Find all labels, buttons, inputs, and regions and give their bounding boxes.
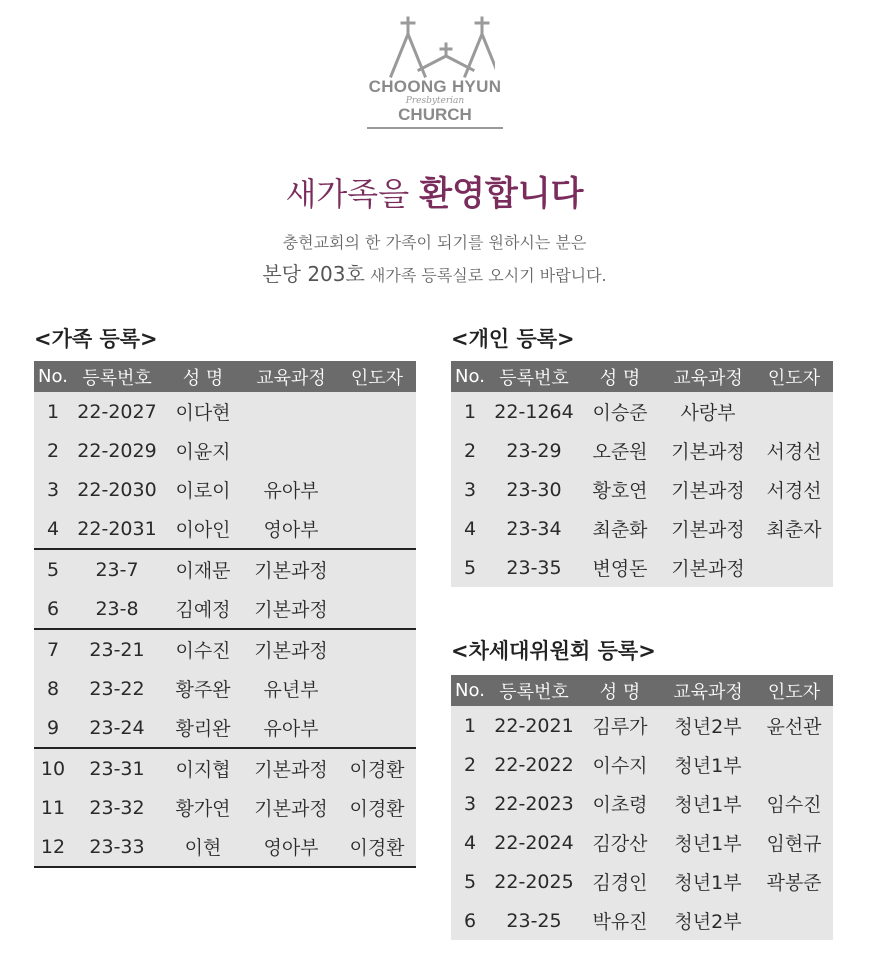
cell-course — [244, 431, 338, 470]
cell-no: 4 — [451, 509, 489, 548]
header-reg: 등록번호 — [489, 675, 579, 706]
table-row — [34, 470, 416, 509]
cell-name: 황호연 — [579, 470, 661, 509]
intro-line1: 충현교회의 한 가족이 되기를 원하시는 분은 — [282, 233, 587, 252]
cell-no: 10 — [34, 748, 72, 788]
header-course: 교육과정 — [661, 675, 755, 706]
cell-guide — [338, 708, 416, 748]
cell-no: 2 — [451, 431, 489, 470]
cell-reg: 23-33 — [72, 827, 162, 867]
cell-reg: 22-2029 — [72, 431, 162, 470]
cell-course: 기본과정 — [244, 629, 338, 669]
table-row — [451, 862, 833, 901]
cell-reg: 22-2022 — [489, 745, 579, 784]
header-name: 성 명 — [162, 361, 244, 392]
cell-name: 황리완 — [162, 708, 244, 748]
cell-reg: 23-31 — [72, 748, 162, 788]
cell-course: 기본과정 — [244, 589, 338, 629]
cell-name: 오준원 — [579, 431, 661, 470]
cell-reg: 22-1264 — [489, 392, 579, 431]
cell-guide: 이경환 — [338, 748, 416, 788]
cell-name: 이지협 — [162, 748, 244, 788]
cell-name: 이승준 — [579, 392, 661, 431]
cell-course: 청년2부 — [661, 706, 755, 745]
cell-guide — [755, 392, 833, 431]
cell-course: 기본과정 — [661, 548, 755, 587]
cell-no: 3 — [451, 470, 489, 509]
cell-reg: 23-22 — [72, 669, 162, 708]
cell-course: 영아부 — [244, 509, 338, 549]
welcome-part1: 새가족을 — [285, 175, 420, 213]
cell-no: 5 — [451, 862, 489, 901]
cell-no: 7 — [34, 629, 72, 669]
cell-guide — [755, 548, 833, 587]
table-row — [34, 748, 416, 788]
cell-no: 12 — [34, 827, 72, 867]
cell-no: 4 — [34, 509, 72, 549]
cell-guide — [755, 901, 833, 940]
table-row — [451, 431, 833, 470]
header-name: 성 명 — [579, 361, 661, 392]
cell-name: 이재문 — [162, 549, 244, 589]
cell-no: 5 — [451, 548, 489, 587]
table-row — [451, 784, 833, 823]
header-course: 교육과정 — [661, 361, 755, 392]
cell-no: 3 — [451, 784, 489, 823]
cell-name: 황가연 — [162, 788, 244, 827]
header-no: No. — [451, 675, 489, 706]
cell-reg: 22-2025 — [489, 862, 579, 901]
cell-name: 최춘화 — [579, 509, 661, 548]
cell-name: 이수지 — [579, 745, 661, 784]
cell-reg: 22-2024 — [489, 823, 579, 862]
table-row — [34, 629, 416, 669]
cell-guide — [338, 431, 416, 470]
nextgen-table — [451, 675, 833, 940]
cell-course: 청년1부 — [661, 823, 755, 862]
cell-reg: 23-30 — [489, 470, 579, 509]
header-course: 교육과정 — [244, 361, 338, 392]
cell-course — [244, 392, 338, 431]
family-table — [34, 361, 416, 868]
cell-no: 2 — [451, 745, 489, 784]
cell-no: 2 — [34, 431, 72, 470]
table-row — [451, 470, 833, 509]
cell-guide — [338, 470, 416, 509]
church-logo — [365, 14, 505, 129]
cell-no: 4 — [451, 823, 489, 862]
table-row — [34, 431, 416, 470]
cell-course: 유아부 — [244, 470, 338, 509]
header-no: No. — [34, 361, 72, 392]
welcome-heading — [0, 166, 869, 215]
intro-line2-rest: 새가족 등록실로 오시기 바랍니다. — [364, 266, 607, 285]
cell-name: 황주완 — [162, 669, 244, 708]
cell-guide: 이경환 — [338, 827, 416, 867]
header-guide: 인도자 — [755, 675, 833, 706]
cell-guide — [338, 392, 416, 431]
table-row — [34, 669, 416, 708]
cell-course: 기본과정 — [661, 470, 755, 509]
table-row — [451, 548, 833, 587]
table-row — [451, 823, 833, 862]
table-row — [451, 745, 833, 784]
cell-reg: 23-8 — [72, 589, 162, 629]
cell-course: 유아부 — [244, 708, 338, 748]
cell-guide — [338, 669, 416, 708]
welcome-part2: 환영합니다 — [419, 174, 584, 214]
cell-reg: 23-25 — [489, 901, 579, 940]
cell-guide — [338, 549, 416, 589]
intro-location: 본당 203호 — [262, 262, 365, 286]
cell-course: 청년1부 — [661, 862, 755, 901]
cell-name: 김예정 — [162, 589, 244, 629]
cell-reg: 22-2023 — [489, 784, 579, 823]
intro-line2 — [0, 258, 869, 287]
cell-no: 1 — [451, 392, 489, 431]
table-row — [451, 901, 833, 940]
cell-name: 이수진 — [162, 629, 244, 669]
cell-reg: 23-32 — [72, 788, 162, 827]
table-row — [34, 708, 416, 748]
table-row — [34, 788, 416, 827]
header-guide: 인도자 — [338, 361, 416, 392]
cell-guide: 서경선 — [755, 431, 833, 470]
cell-name: 이아인 — [162, 509, 244, 549]
logo-church: CHURCH — [398, 105, 472, 124]
cell-reg: 23-21 — [72, 629, 162, 669]
church-spires-icon — [375, 14, 495, 78]
cell-name: 이로이 — [162, 470, 244, 509]
header-name: 성 명 — [579, 675, 661, 706]
cell-guide: 임수진 — [755, 784, 833, 823]
cell-guide — [338, 509, 416, 549]
cell-no: 8 — [34, 669, 72, 708]
cell-no: 6 — [451, 901, 489, 940]
cell-no: 1 — [451, 706, 489, 745]
family-section-title: <가족 등록> — [34, 327, 158, 351]
cell-name: 변영돈 — [579, 548, 661, 587]
cell-guide: 이경환 — [338, 788, 416, 827]
individual-table — [451, 361, 833, 587]
cell-reg: 23-34 — [489, 509, 579, 548]
cell-no: 9 — [34, 708, 72, 748]
cell-guide: 곽봉준 — [755, 862, 833, 901]
cell-course: 사랑부 — [661, 392, 755, 431]
cell-guide — [338, 589, 416, 629]
cell-name: 김경인 — [579, 862, 661, 901]
cell-reg: 22-2030 — [72, 470, 162, 509]
cell-course: 영아부 — [244, 827, 338, 867]
cell-course: 기본과정 — [244, 788, 338, 827]
cell-course: 기본과정 — [244, 549, 338, 589]
table-row — [34, 827, 416, 867]
header-no: No. — [451, 361, 489, 392]
cell-name: 김강산 — [579, 823, 661, 862]
cell-course: 기본과정 — [244, 748, 338, 788]
table-row — [451, 392, 833, 431]
cell-guide: 서경선 — [755, 470, 833, 509]
cell-reg: 23-7 — [72, 549, 162, 589]
cell-name: 이다현 — [162, 392, 244, 431]
cell-course: 기본과정 — [661, 509, 755, 548]
cell-course: 청년1부 — [661, 784, 755, 823]
cell-course: 청년2부 — [661, 901, 755, 940]
cell-course: 청년1부 — [661, 745, 755, 784]
table-row — [451, 706, 833, 745]
table-row — [34, 589, 416, 629]
cell-reg: 23-24 — [72, 708, 162, 748]
cell-guide — [338, 629, 416, 669]
cell-no: 1 — [34, 392, 72, 431]
cell-reg: 22-2031 — [72, 509, 162, 549]
cell-no: 5 — [34, 549, 72, 589]
header-guide: 인도자 — [755, 361, 833, 392]
logo-rule — [367, 127, 503, 129]
cell-reg: 23-35 — [489, 548, 579, 587]
cell-name: 이윤지 — [162, 431, 244, 470]
cell-reg: 23-29 — [489, 431, 579, 470]
header-reg: 등록번호 — [72, 361, 162, 392]
table-row — [34, 392, 416, 431]
table-row — [34, 509, 416, 549]
cell-guide: 윤선관 — [755, 706, 833, 745]
table-row — [34, 549, 416, 589]
cell-guide: 최춘자 — [755, 509, 833, 548]
cell-no: 11 — [34, 788, 72, 827]
cell-name: 이현 — [162, 827, 244, 867]
cell-name: 이초령 — [579, 784, 661, 823]
cell-reg: 22-2027 — [72, 392, 162, 431]
cell-guide — [755, 745, 833, 784]
logo-sub: Presbyterian — [405, 96, 465, 106]
table-row — [451, 509, 833, 548]
cell-name: 박유진 — [579, 901, 661, 940]
cell-reg: 22-2021 — [489, 706, 579, 745]
cell-no: 6 — [34, 589, 72, 629]
cell-name: 김루가 — [579, 706, 661, 745]
individual-section-title: <개인 등록> — [451, 327, 575, 351]
cell-course: 기본과정 — [661, 431, 755, 470]
header-reg: 등록번호 — [489, 361, 579, 392]
cell-course: 유년부 — [244, 669, 338, 708]
cell-no: 3 — [34, 470, 72, 509]
cell-guide: 임현규 — [755, 823, 833, 862]
logo-name: CHOONG HYUN — [368, 77, 502, 96]
nextgen-section-title: <차세대위원회 등록> — [451, 639, 656, 663]
